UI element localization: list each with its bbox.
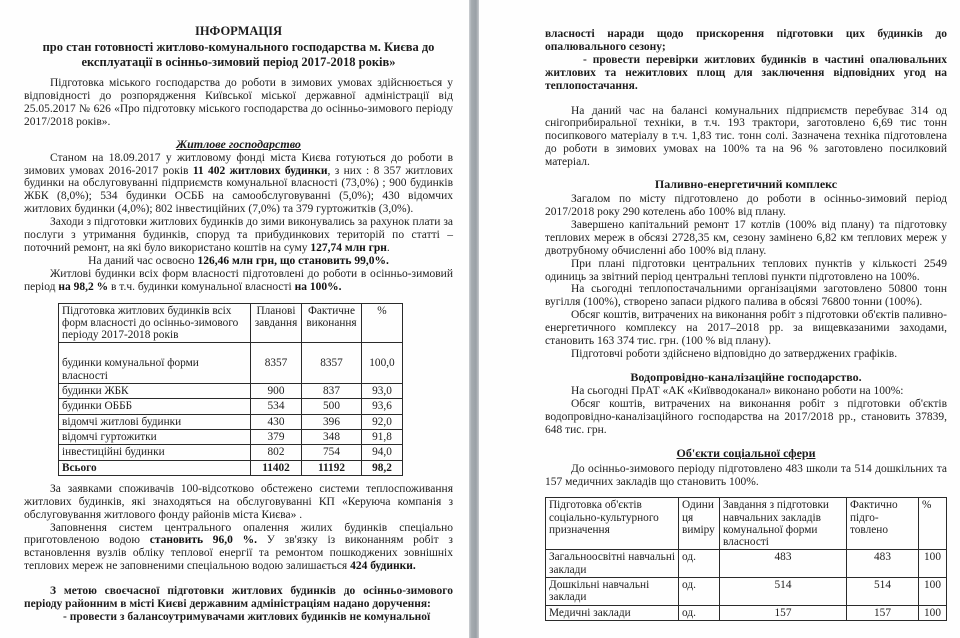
cell: Загальноосвітні навчальні заклади <box>546 550 679 578</box>
table-row <box>59 384 403 399</box>
table-total-row <box>59 460 403 475</box>
cell: відомчі житлові будинки <box>59 414 251 429</box>
cell: 93,0 <box>362 384 403 399</box>
cell: од. <box>679 550 720 578</box>
funds-used-line <box>24 255 453 268</box>
heating-fill-paragraph <box>24 522 453 574</box>
table-row <box>59 445 403 460</box>
cell: відомчі гуртожитки <box>59 429 251 444</box>
instruction-item: - провести з балансоутримувачами житлових будинків не комунальної <box>63 611 431 624</box>
cell: будинки ОБББ <box>59 399 251 414</box>
section-heading-social: Об'єкти соціальної сфери <box>676 446 816 461</box>
cell: будинки ЖБК <box>59 384 251 399</box>
cell: 483 <box>847 550 919 578</box>
column-header: % <box>362 303 403 343</box>
column-header: Завдання з підготовки навчальних закладів комунальної форми власності <box>720 498 847 550</box>
text-run: Станом на 18.09.2017 у житловому фонді міста Києва готуються до роботи в зимових умовах 2016-2017 років <box>24 151 453 177</box>
coal-reserves-paragraph: На сьогодні теплопостачальними організаціями заготовлено 50800 тонн вугілля (100%), створено запаси рідкого палива в обсязі 76800 тонни (100%). <box>545 283 947 309</box>
cell: 8357 <box>251 343 302 384</box>
text-run: , з них : 8 357 житлових будинки на обслуговуванні підприємств комунальної власності (73,0%) ; 900 будинків ЖБК (8,0%); 534 будинки ОСББ на самообслуговуванні (5,0%); 430 відомчих житлових будинки (4,0%); 802 інвестиційних (7,0%) та 379 гуртожитків (3,0%). <box>24 164 453 216</box>
column-header: Підготовка житлових будинків всіх форм власності до осінньо-зимового періоду 2017-2018 років <box>59 303 251 343</box>
cell: 100 <box>919 605 947 620</box>
column-header: Планові завдання <box>251 303 302 343</box>
document-title: ІНФОРМАЦІЯ <box>194 24 283 38</box>
cell: Всього <box>59 460 251 475</box>
cell: 100 <box>919 578 947 606</box>
fuel-costs-paragraph: Обсяг коштів, витрачених на виконання робіт з підготовки об'єктів паливно-енергетичного комплексу на 2017–2018 рр. за вищевказаними заходами, становить 163 374 тис. грн. (100 % від плану). <box>545 309 947 348</box>
page-left <box>0 0 469 638</box>
bold-run: на 98,2 % <box>58 280 109 293</box>
cell: 348 <box>302 429 362 444</box>
continuation-paragraph: власності наради щодо прискорення підготовки цих будинків до опалювального сезону; <box>545 28 947 53</box>
cell: 157 <box>847 605 919 620</box>
section-heading-fuel-energy: Паливно-енергетичний комплекс <box>654 177 838 192</box>
cell: 514 <box>847 578 919 606</box>
table-row <box>59 429 403 444</box>
column-header: Підготовка об'єктів соціально-культурного призначення <box>546 498 679 550</box>
text-run: в т.ч. будинки комунальної власності <box>108 280 295 293</box>
cell: 514 <box>720 578 847 606</box>
section-heading-water: Водопровідно-каналізаційне господарство. <box>630 369 862 384</box>
cell: 379 <box>251 429 302 444</box>
inspection-item: - провести перевірки житлових будинків в частині опалювальних житлових та нежитлових площ для заключення відповідних угод на теплопостачання. <box>545 53 947 92</box>
bold-run: 424 будинки. <box>350 560 416 573</box>
cell: 157 <box>720 605 847 620</box>
document-subtitle: про стан готовності житлово-комунального господарства м. Києва до експлуатації в осінньо-зимовий період 2017-2018 років» <box>42 40 435 69</box>
page-right <box>479 0 960 638</box>
column-header: Фактичне виконання <box>302 303 362 343</box>
cell: 802 <box>251 445 302 460</box>
instruction-paragraph: З метою своєчасної підготовки житлових будинків до осінньо-зимового періоду районним в місті Києві державним адміністраціям надано доручення: <box>24 585 453 611</box>
cell: Дошкільні навчальні заклади <box>546 578 679 606</box>
bold-run: 126,46 млн грн, що становить 99,0%. <box>197 254 389 267</box>
bold-run: на 100%. <box>294 280 342 293</box>
cell: 11192 <box>302 460 362 475</box>
schedule-paragraph: Підготовчі роботи здійснено відповідно до затверджених графіків. <box>571 347 898 360</box>
cell: Медичні заклади <box>546 605 679 620</box>
repair-paragraph: Завершено капітальний ремонт 17 котлів (100% від плану) та підготовку теплових мереж в обсязі 2728,35 км, сезону замінено 6,82 км теплових мереж у двотрубному обчисленні або 100% від плану. <box>545 218 947 257</box>
page-divider <box>469 0 479 638</box>
cell: 92,0 <box>362 414 403 429</box>
cell: 430 <box>251 414 302 429</box>
column-header: % <box>919 498 947 550</box>
cell: 500 <box>302 399 362 414</box>
funding-paragraph <box>24 216 453 255</box>
bold-run: становить 96,0 %. <box>149 534 258 547</box>
table-row <box>59 399 403 414</box>
cell: 93,6 <box>362 399 403 414</box>
cell: 483 <box>720 550 847 578</box>
boilers-paragraph: Загалом по місту підготовлено до роботи в осінньо-зимовий період 2017/2018 року 290 котелень або 100% від плану. <box>545 193 947 218</box>
text-run: У зв'язку із виконанням робіт з встановлення вузлів обліку теплової енергії та ремонтом пошкоджених зовнішніх теплових мереж не заповненими спеціальною водою залишається <box>24 534 453 573</box>
table-row <box>546 605 947 620</box>
cell: інвестиційні будинки <box>59 445 251 460</box>
cell: будинки комунальної форми власності <box>59 343 251 384</box>
snow-equipment-paragraph: На даний час на балансі комунальних підприємств перебуває 314 од снігоприбиральної техніки, в т.ч. 193 трактори, заготовлено 6,69 тис тонн посипкового матеріалу в т.ч. 1,83 тис. тонн солі. Зазначена техніка підготовлена до роботи в зимових умовах на 100% та на 96 % заготовлено посилковий матеріал. <box>545 104 947 169</box>
cell: од. <box>679 605 720 620</box>
section-heading-housing: Житлове господарство <box>176 136 301 151</box>
cell: 837 <box>302 384 362 399</box>
social-objects-table <box>545 497 947 621</box>
cell: 98,2 <box>362 460 403 475</box>
water-status-paragraph: На сьогодні ПрАТ «АК «Київводоканал» виконано роботи на 100%: <box>571 384 904 397</box>
cell: 534 <box>251 399 302 414</box>
heat-points-paragraph: При плані підготовки центральних теплових пунктів у кількості 2549 одиниць за звітний період центральні теплові пункти підготовлено на 100%. <box>545 257 947 283</box>
cell: 91,8 <box>362 429 403 444</box>
cell: 100,0 <box>362 343 403 384</box>
text-run: Житлові будинки всіх форм власності підготовлені до роботи в осінньо-зимовий період <box>24 267 453 293</box>
cell: 94,0 <box>362 445 403 460</box>
text-run: . <box>386 241 390 254</box>
table-header-row <box>546 498 947 550</box>
table-header-row <box>59 303 403 343</box>
column-header: Одиниця виміру <box>679 498 720 550</box>
housing-stock-paragraph <box>24 152 453 217</box>
housing-readiness-table <box>58 303 403 476</box>
cell: 8357 <box>302 343 362 384</box>
readiness-paragraph <box>24 268 453 294</box>
table-row <box>546 550 947 578</box>
table-row <box>59 343 403 384</box>
cell: 100 <box>919 550 947 578</box>
column-header: Фактично підго-товлено <box>847 498 919 550</box>
cell: од. <box>679 578 720 606</box>
water-costs-paragraph: Обсяг коштів, витрачених на виконання робіт з підготовки об'єктів водопровідно-каналізаційного господарства на 2017/2018 рр., становить 37839, 648 тис. грн. <box>545 397 947 436</box>
bold-run: 11 402 житлових будинки <box>192 164 328 177</box>
cell: 396 <box>302 414 362 429</box>
table-row <box>59 414 403 429</box>
table-row <box>546 578 947 606</box>
cell: 11402 <box>251 460 302 475</box>
cell: 754 <box>302 445 362 460</box>
consumers-paragraph: За заявками споживачів 100-відсотково обстежено системи теплоспоживання житлових будинків, які знаходяться на обслуговуванні КП «Керуюча компанія з обслуговування житлового фонду районів міста Києва» . <box>24 482 453 521</box>
social-objects-paragraph: До осінньо-зимового періоду підготовлено 483 школи та 514 дошкільних та 157 медичних закладів що становить 100%. <box>545 463 947 489</box>
text-run: На даний час освоєно <box>88 254 198 267</box>
cell: 900 <box>251 384 302 399</box>
text-run: Заповнення систем центрального опалення жилих будинків спеціально приготовленою водою <box>24 521 453 547</box>
bold-run: 127,74 млн грн <box>310 241 387 254</box>
intro-paragraph: Підготовка міського господарства до роботи в зимових умовах здійснюється у відповідності до розпорядження Київської міської державної адміністрації від 25.05.2017 № 626 «Про підготовку міського господарства до осінньо-зимового періоду 2017/2018 років». <box>24 77 453 128</box>
text-run: Заходи з підготовки житлових будинків до зими виконувались за рахунок плати за послуги з утримання будинків, споруд та прибудинкових територій по статті – поточний ремонт, на які було використано коштів на суму <box>24 216 453 254</box>
